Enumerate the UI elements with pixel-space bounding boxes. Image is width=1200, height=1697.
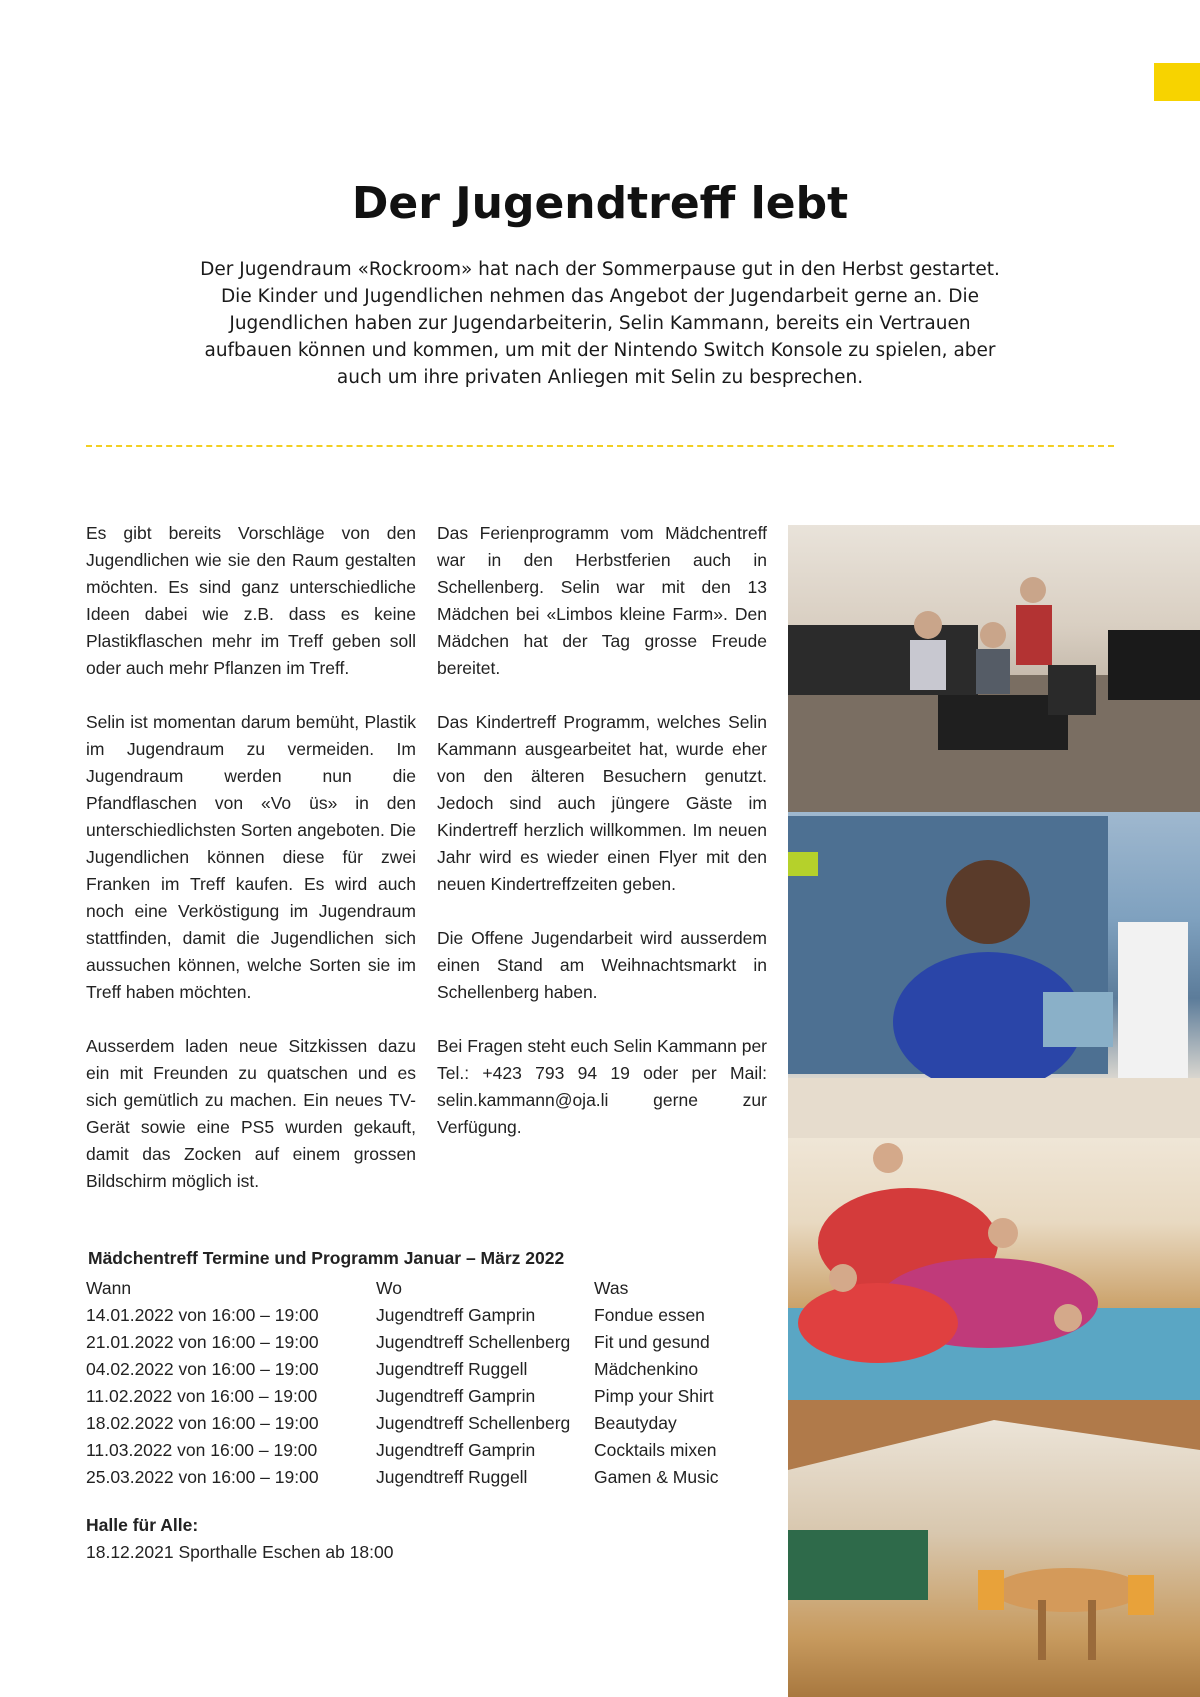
cell-activity: Mädchenkino (594, 1359, 699, 1379)
column-header-wann: Wann (86, 1278, 132, 1298)
photo-youth-room-kids (788, 525, 1200, 812)
table-row (86, 1383, 764, 1410)
text-column-2 (437, 520, 767, 1168)
halle-heading: Halle für Alle: (86, 1515, 199, 1535)
table-row (86, 1410, 764, 1437)
column-header-wo: Wo (376, 1278, 402, 1298)
cell-activity: Cocktails mixen (594, 1440, 717, 1460)
paragraph: Die Offene Jugendarbeit wird ausserdem einen Stand am Weihnachtsmarkt in Schellenberg haben. (437, 928, 767, 1002)
cell-activity: Pimp your Shirt (594, 1386, 714, 1406)
cell-date: 25.03.2022 von 16:00 – 19:00 (86, 1467, 319, 1487)
paragraph: Ausserdem laden neue Sitzkissen dazu ein mit Freunden zu quatschen und es sich gemütlich zu machen. Ein neues TV-Gerät sowie eine PS5 wurden gekauft, damit das Zocken auf einem grossen Bildschirm möglich ist. (86, 1036, 416, 1191)
paragraph: Selin ist momentan darum bemüht, Plastik im Jugendraum zu vermeiden. Im Jugendraum werden nun die Pfandflaschen von «Vo üs» in den unterschiedlichsten Sorten angeboten. Die Jugendlichen können diese für zwei Franken im Treff kaufen. Es wird auch noch eine Verköstigung im Jugendraum stattfinden, damit die Jugendlichen sich aussuchen können, welche Sorten sie im Treff haben möchten. (86, 712, 416, 1002)
cell-date: 11.03.2022 von 16:00 – 19:00 (86, 1440, 318, 1460)
paragraph: Das Kindertreff Programm, welches Selin Kammann ausgearbeitet hat, wurde eher von den älteren Besuchern genutzt. Jedoch sind auch jüngere Gäste im Kindertreff herzlich willkommen. Im neuen Jahr wird es wieder einen Flyer mit den neuen Kindertreffzeiten geben. (437, 712, 767, 894)
article-title: Der Jugendtreff lebt (351, 178, 849, 229)
maedchentreff-schedule (86, 1245, 766, 1491)
table-row (86, 1437, 764, 1464)
cell-activity: Fondue essen (594, 1305, 705, 1325)
cell-location: Jugendtreff Schellenberg (376, 1332, 571, 1352)
cell-date: 21.01.2022 von 16:00 – 19:00 (86, 1332, 319, 1352)
cell-location: Jugendtreff Gamprin (376, 1440, 536, 1460)
table-row (86, 1356, 764, 1383)
table-row (86, 1464, 764, 1491)
section-divider (86, 445, 1114, 447)
halle-fuer-alle (86, 1512, 393, 1566)
text-column-1 (86, 520, 416, 1222)
photo-girls-on-beanbags (788, 1078, 1200, 1400)
schedule-table (86, 1275, 764, 1491)
schedule-header-row (86, 1275, 764, 1302)
cell-location: Jugendtreff Gamprin (376, 1305, 536, 1325)
schedule-heading: Mädchentreff Termine und Programm Januar – März 2022 (88, 1248, 565, 1268)
cell-location: Jugendtreff Ruggell (376, 1467, 528, 1487)
cell-activity: Gamen & Music (594, 1467, 719, 1487)
cell-date: 14.01.2022 von 16:00 – 19:00 (86, 1305, 319, 1325)
cell-location: Jugendtreff Ruggell (376, 1359, 528, 1379)
cell-date: 11.02.2022 von 16:00 – 19:00 (86, 1386, 318, 1406)
cell-date: 18.02.2022 von 16:00 – 19:00 (86, 1413, 319, 1433)
cell-date: 04.02.2022 von 16:00 – 19:00 (86, 1359, 319, 1379)
paragraph: Bei Fragen steht euch Selin Kammann per Tel.: +423 793 94 19 oder per Mail: selin.kammann@oja.li gerne zur Verfügung. (437, 1036, 767, 1137)
page-tab-marker (1154, 63, 1200, 101)
column-header-was: Was (594, 1278, 629, 1298)
cell-location: Jugendtreff Schellenberg (376, 1413, 571, 1433)
paragraph: Das Ferienprogramm vom Mädchentreff war in den Herbstferien auch in Schellenberg. Selin war mit den 13 Mädchen bei «Limbos kleine Farm». Den Mädchen hat der Tag grosse Freude bereitet. (437, 523, 767, 678)
table-row (86, 1329, 764, 1356)
halle-date-text: 18.12.2021 Sporthalle Eschen ab 18:00 (86, 1542, 394, 1562)
paragraph: Es gibt bereits Vorschläge von den Jugendlichen wie sie den Raum gestalten möchten. Es sind ganz unterschiedliche Ideen dabei wie z.B. dass es keine Plastikflaschen mehr im Treff geben soll oder auch mehr Pflanzen im Treff. (86, 523, 416, 678)
cell-location: Jugendtreff Gamprin (376, 1386, 536, 1406)
photo-strip (788, 525, 1200, 1697)
article-intro: Der Jugendraum «Rockroom» hat nach der Sommerpause gut in den Herbst gestartet. Die Kinder und Jugendlichen nehmen das Angebot der Jugendarbeit gerne an. Die Jugendlichen haben zur Jugendarbeiterin, Selin Kammann, bereits ein Vertrauen aufbauen können und kommen, um mit der Nintendo Switch Konsole zu spielen, aber auch um ihre privaten Anliegen mit Selin zu besprechen. (200, 259, 1000, 388)
cell-activity: Fit und gesund (594, 1332, 710, 1352)
photo-youth-hall-interior (788, 1400, 1200, 1697)
cell-activity: Beautyday (594, 1413, 677, 1433)
photo-tv-gaming-screen (788, 812, 1200, 1078)
table-row (86, 1302, 764, 1329)
